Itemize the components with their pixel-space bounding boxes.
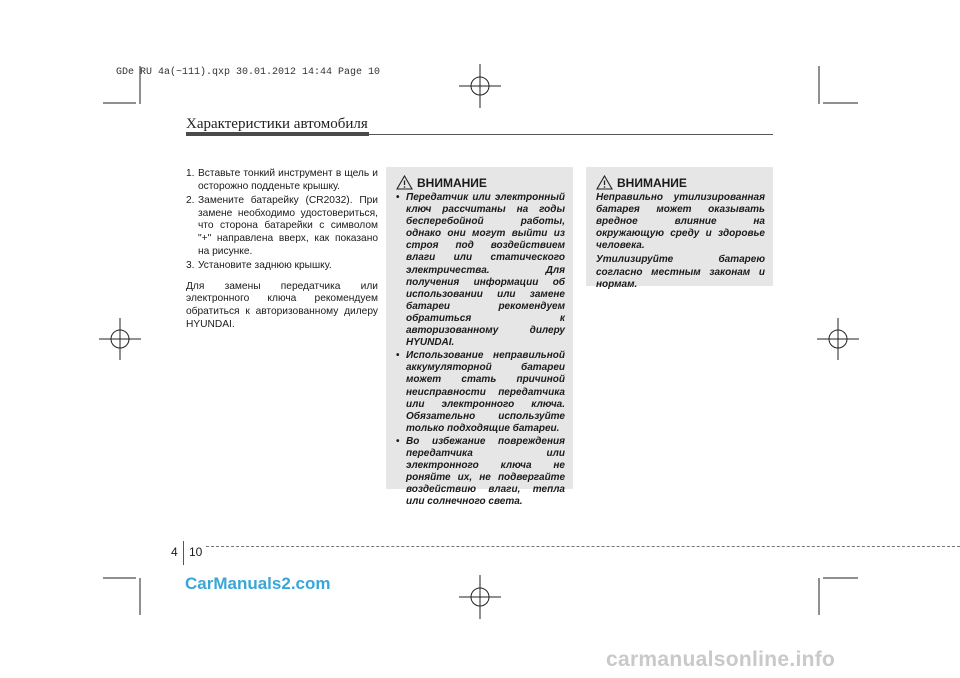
warning-header xyxy=(596,175,765,190)
warning-item: • Во избежание повреждения передатчика или электронного ключа не роняйте их, не подвергайте воздействию влаги, тепла или солнечного света. xyxy=(396,436,565,509)
page-number-separator xyxy=(183,541,184,565)
warning-paragraph: Утилизируйте батарею согласно местным законам и нормам. xyxy=(596,254,765,290)
instructions-column xyxy=(186,168,378,331)
section-title: Характеристики автомобиля xyxy=(186,116,368,132)
dealer-note: Для замены передатчика или электронного ключа рекомендуем обратиться к авторизованному дилеру HYUNDAI. xyxy=(186,280,378,330)
watermark-logo: CarManuals2.com xyxy=(185,574,331,593)
warning-item: • Использование неправильной аккумуляторной батареи может стать причиной неисправности передатчика или электронного ключа. Обязательно используйте только подходящие батареи. xyxy=(396,350,565,435)
page-section-number: 4 xyxy=(171,545,178,559)
warning-title: ВНИМАНИЕ xyxy=(617,175,687,190)
step-item: 2. Замените батарейку (CR2032). При замене необходимо удостовериться, что сторона батарейки с символом "+" направлена вверх, как показано на рисунке. xyxy=(186,195,378,257)
page-number: 10 xyxy=(189,545,203,559)
print-slug: GDe RU 4a(~111).qxp 30.01.2012 14:44 Page 10 xyxy=(116,67,381,78)
step-item: 1. Вставьте тонкий инструмент в щель и осторожно подденьте крышку. xyxy=(186,168,378,192)
warning-paragraph: Неправильно утилизированная батарея может оказывать вредное влияние на окружающую среду и здоровье человека. xyxy=(596,192,765,252)
warning-header xyxy=(396,175,565,190)
header-rule-thin xyxy=(369,134,773,135)
warning-list xyxy=(396,192,565,508)
step-text: Замените батарейку (CR2032). При замене необходимо удостовериться, что сторона батарейки с символом "+" направлена вверх, как показано на рисунке. xyxy=(198,195,378,257)
warning-box-transmitter xyxy=(386,167,573,508)
warning-triangle-icon xyxy=(596,175,613,190)
step-item: 3. Установите заднюю крышку. xyxy=(186,260,378,273)
step-text: Установите заднюю крышку. xyxy=(198,260,332,272)
warning-box-disposal xyxy=(586,167,773,290)
footer-site-watermark: carmanualsonline.info xyxy=(606,648,836,671)
warning-triangle-icon xyxy=(396,175,413,190)
footer-dashed-rule xyxy=(186,546,960,547)
header-rule xyxy=(186,132,369,136)
warning-title: ВНИМАНИЕ xyxy=(417,175,487,190)
step-text: Вставьте тонкий инструмент в щель и осторожно подденьте крышку. xyxy=(198,168,378,192)
warning-item: • Передатчик или электронный ключ рассчитаны на годы бесперебойной работы, однако они могут выйти из строя под воздействием влаги или статического электричества. Для получения информации об использовании или замене батареи рекомендуем обратиться к авторизованному дилеру HYUNDAI. xyxy=(396,192,565,349)
